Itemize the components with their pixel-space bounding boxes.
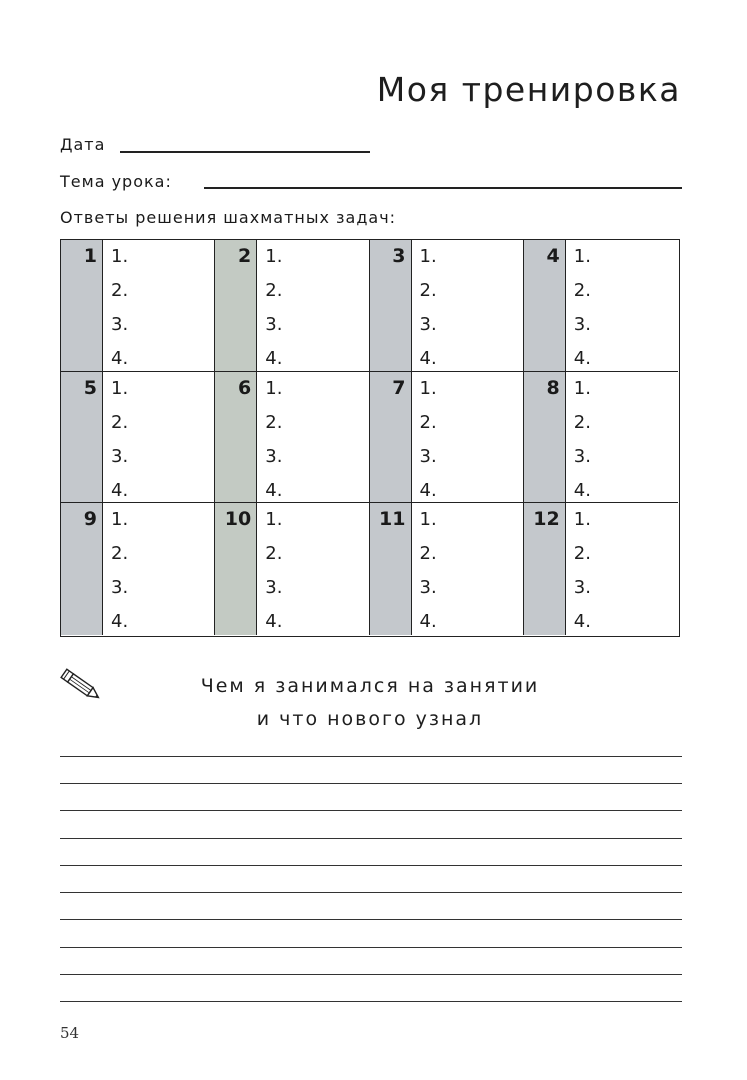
section-heading-line-1: Чем я занимался на занятии bbox=[200, 675, 540, 697]
answer-line[interactable]: 3. bbox=[419, 577, 437, 599]
problem-number: 8 bbox=[546, 376, 560, 399]
writing-line[interactable] bbox=[60, 783, 682, 784]
answer-line[interactable]: 4. bbox=[265, 348, 283, 369]
answer-line[interactable]: 3. bbox=[111, 314, 129, 335]
problem-cell bbox=[524, 372, 678, 504]
answer-line[interactable]: 1. bbox=[265, 246, 283, 267]
problem-cell bbox=[370, 372, 524, 504]
writing-line[interactable] bbox=[60, 919, 682, 920]
problem-number-strip bbox=[215, 503, 257, 635]
page-title: Моя тренировка bbox=[376, 70, 681, 109]
problem-cell bbox=[61, 503, 215, 635]
problem-number: 3 bbox=[392, 245, 406, 267]
problem-number-strip bbox=[370, 240, 412, 371]
answer-line[interactable]: 4. bbox=[573, 611, 591, 633]
problem-number-strip bbox=[215, 372, 257, 503]
answer-line[interactable]: 2. bbox=[111, 543, 129, 565]
problem-number-strip bbox=[61, 503, 103, 635]
date-label: Дата bbox=[60, 135, 106, 154]
answer-line[interactable]: 1. bbox=[419, 509, 437, 531]
answer-line[interactable]: 2. bbox=[265, 411, 283, 433]
answer-line[interactable]: 1. bbox=[111, 377, 129, 399]
answer-line[interactable]: 2. bbox=[265, 543, 283, 565]
answer-line[interactable]: 3. bbox=[111, 577, 129, 599]
answer-line[interactable]: 1. bbox=[573, 509, 591, 531]
answer-line[interactable]: 1. bbox=[265, 377, 283, 399]
writing-line[interactable] bbox=[60, 756, 682, 757]
writing-line[interactable] bbox=[60, 838, 682, 839]
answer-line[interactable]: 3. bbox=[573, 314, 591, 335]
problem-number-strip bbox=[524, 503, 566, 635]
answer-line[interactable]: 4. bbox=[419, 479, 437, 501]
answer-line[interactable]: 1. bbox=[111, 246, 129, 267]
answer-line[interactable]: 3. bbox=[265, 314, 283, 335]
answer-line[interactable]: 3. bbox=[111, 445, 129, 467]
answer-line[interactable]: 2. bbox=[573, 543, 591, 565]
problem-number: 12 bbox=[533, 508, 560, 531]
problem-number-strip bbox=[524, 372, 566, 503]
answer-line[interactable]: 3. bbox=[265, 577, 283, 599]
problem-cell bbox=[370, 240, 524, 372]
problem-number: 10 bbox=[224, 508, 252, 531]
writing-line[interactable] bbox=[60, 1001, 682, 1002]
problem-number: 7 bbox=[392, 376, 406, 399]
writing-line[interactable] bbox=[60, 892, 682, 893]
pencil-icon bbox=[58, 666, 106, 706]
writing-line[interactable] bbox=[60, 974, 682, 975]
page-number: 54 bbox=[60, 1024, 80, 1042]
problem-cell bbox=[61, 240, 215, 372]
problem-number-strip bbox=[61, 372, 103, 503]
problem-cell bbox=[524, 503, 678, 635]
answer-line[interactable]: 1. bbox=[111, 509, 129, 531]
answers-grid bbox=[60, 239, 680, 637]
writing-line[interactable] bbox=[60, 810, 682, 811]
answer-line[interactable]: 4. bbox=[265, 611, 283, 633]
answer-line[interactable]: 1. bbox=[419, 377, 437, 399]
answer-line[interactable]: 3. bbox=[265, 445, 283, 467]
answer-line[interactable]: 4. bbox=[419, 611, 437, 633]
problem-number: 9 bbox=[83, 508, 97, 531]
answer-line[interactable]: 4. bbox=[573, 479, 591, 501]
problem-cell bbox=[370, 503, 524, 635]
answer-line[interactable]: 3. bbox=[573, 445, 591, 467]
problem-cell bbox=[215, 503, 369, 635]
answer-line[interactable]: 1. bbox=[573, 377, 591, 399]
answer-line[interactable]: 2. bbox=[573, 411, 591, 433]
answer-line[interactable]: 2. bbox=[265, 280, 283, 301]
problem-number-strip bbox=[370, 503, 412, 635]
answer-line[interactable]: 4. bbox=[111, 348, 129, 369]
answer-line[interactable]: 2. bbox=[419, 280, 437, 301]
answer-line[interactable]: 1. bbox=[573, 246, 591, 267]
answer-line[interactable]: 4. bbox=[573, 348, 591, 369]
section-heading-line-2: и что нового узнал bbox=[256, 708, 484, 730]
lesson-topic-input-line[interactable] bbox=[204, 187, 682, 189]
answer-line[interactable]: 4. bbox=[419, 348, 437, 369]
problem-number: 4 bbox=[546, 245, 560, 267]
answer-line[interactable]: 3. bbox=[419, 445, 437, 467]
writing-line[interactable] bbox=[60, 865, 682, 866]
problem-cell bbox=[215, 240, 369, 372]
answer-line[interactable]: 2. bbox=[111, 411, 129, 433]
problem-number-strip bbox=[61, 240, 103, 371]
answer-line[interactable]: 3. bbox=[419, 314, 437, 335]
answer-line[interactable]: 2. bbox=[419, 411, 437, 433]
problem-number-strip bbox=[215, 240, 257, 371]
date-input-line[interactable] bbox=[120, 151, 370, 153]
answer-line[interactable]: 4. bbox=[111, 479, 129, 501]
answer-line[interactable]: 4. bbox=[265, 479, 283, 501]
answer-line[interactable]: 2. bbox=[573, 280, 591, 301]
answer-line[interactable]: 2. bbox=[111, 280, 129, 301]
problem-number: 1 bbox=[83, 245, 97, 267]
answer-line[interactable]: 2. bbox=[419, 543, 437, 565]
problem-cell bbox=[215, 372, 369, 504]
problem-cell bbox=[61, 372, 215, 504]
problem-number: 2 bbox=[238, 245, 252, 267]
writing-line[interactable] bbox=[60, 947, 682, 948]
problem-cell bbox=[524, 240, 678, 372]
lesson-topic-label: Тема урока: bbox=[60, 172, 172, 191]
problem-number: 11 bbox=[379, 508, 406, 531]
problem-number-strip bbox=[524, 240, 566, 371]
answer-line[interactable]: 1. bbox=[265, 509, 283, 531]
problem-number: 6 bbox=[238, 376, 252, 399]
problem-number: 5 bbox=[83, 376, 97, 399]
problem-number-strip bbox=[370, 372, 412, 503]
answers-label: Ответы решения шахматных задач: bbox=[60, 208, 397, 227]
answer-line[interactable]: 3. bbox=[573, 577, 591, 599]
answer-line[interactable]: 1. bbox=[419, 246, 437, 267]
answer-line[interactable]: 4. bbox=[111, 611, 129, 633]
